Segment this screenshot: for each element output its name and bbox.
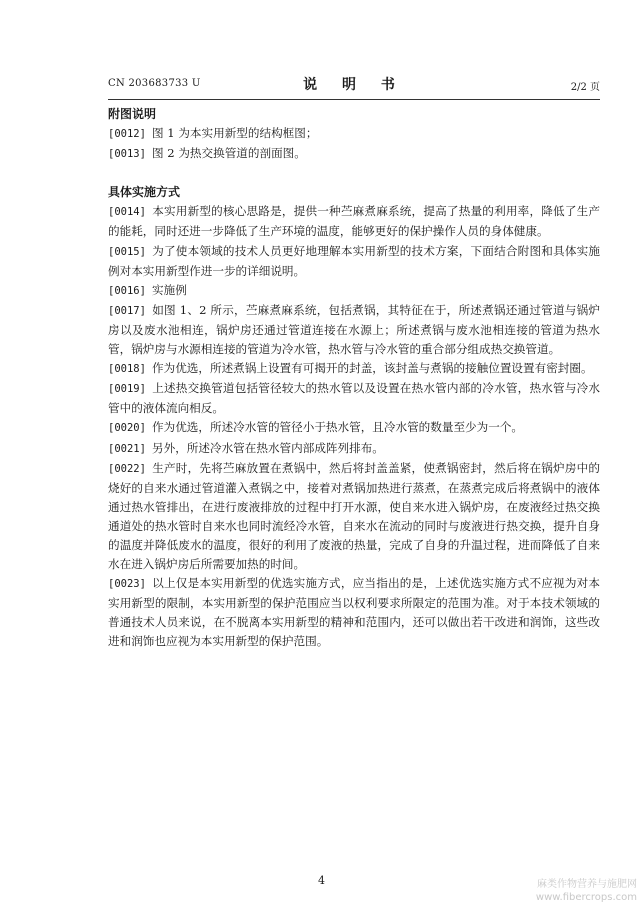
paragraph-number: [0019]: [108, 383, 146, 396]
paragraph-0020: [108, 418, 600, 438]
document-number: CN 203683733 U: [108, 78, 201, 89]
paragraph-text: 本实用新型的核心思路是，提供一种苎麻煮麻系统，提高了热量的利用率，降低了生产的能耗，同时还进一步降低了生产环境的温度，能够更好的保护操作人员的身体健康。: [108, 204, 600, 239]
paragraph-text: 生产时，先将苎麻放置在煮锅中，然后将封盖盖紧，使煮锅密封，然后将在锅炉房中的烧好的自来水通过管道灌入煮锅之中，接着对煮锅加热进行蒸煮，在蒸煮完成后将煮锅中的液体通过热水管排出，在进行废液排放的过程中打开水源，使自来水进入锅炉房，在废液经过热交换通道处的热水管时自来水也同时流经冷水管，自来水在流动的同时与废液进行热交换，提升自身的温度并降低废水的温度，很好的利用了废液的热量，完成了自身的升温过程，进而降低了自来水在进入锅炉房后所需要加热的时间。: [108, 460, 600, 572]
spacer: [108, 164, 600, 183]
page-count: 2/2 页: [570, 82, 600, 93]
watermark-line-1: 麻类作物营养与施肥网: [537, 879, 637, 890]
paragraph-text: 上述热交换管道包括管径较大的热水管以及设置在热水管内部的冷水管，热水管与冷水管中的液体流向相反。: [108, 381, 600, 416]
header-rule: [108, 99, 600, 100]
paragraph-text: 作为优选，所述煮锅上设置有可揭开的封盖，该封盖与煮锅的接触位置设置有密封圈。: [152, 361, 593, 376]
paragraph-0023: [108, 574, 600, 651]
page-header: [108, 74, 600, 94]
paragraph-number: [0013]: [108, 148, 146, 161]
section-heading-figures: 附图说明: [108, 107, 157, 121]
paragraph-0016: [108, 281, 600, 301]
paragraph-number: [0020]: [108, 422, 146, 435]
watermark-line-2: www.fibercrops.com: [535, 892, 637, 903]
watermark: [536, 878, 637, 904]
paragraph-text: 另外，所述冷水管在热水管内部成阵列排布。: [152, 440, 384, 455]
paragraph-number: [0016]: [108, 284, 146, 297]
paragraph-text: 为了使本领域的技术人员更好地理解本实用新型的技术方案，下面结合附图和具体实施例对本实用新型作进一步的详细说明。: [108, 243, 600, 278]
paragraph-0015: [108, 242, 600, 281]
paragraph-text: 如图 1、2 所示，苎麻煮麻系统，包括煮锅，其特征在于，所述煮锅还通过管道与锅炉房以及废水池相连，锅炉房还通过管道连接在水源上；所述煮锅与废水池相连接的管道为热水管，锅炉房与水源相连接的管道为冷水管，热水管与冷水管的重合部分组成热交换管道。: [108, 302, 600, 357]
paragraph-number: [0017]: [108, 304, 146, 317]
paragraph-0022: [108, 459, 600, 575]
paragraph-number: [0018]: [108, 363, 146, 376]
paragraph-0017: [108, 301, 600, 359]
paragraph-0019: [108, 379, 600, 418]
page-number: 4: [318, 874, 325, 887]
paragraph-0012: [108, 124, 600, 144]
paragraph-number: [0015]: [108, 245, 146, 258]
document-body: [108, 105, 600, 652]
paragraph-text: 图 2 为热交换管道的剖面图。: [152, 146, 306, 161]
paragraph-0014: [108, 202, 600, 241]
paragraph-text: 实施例: [152, 282, 187, 297]
paragraph-0021: [108, 439, 600, 459]
paragraph-0018: [108, 359, 600, 379]
section-heading-embodiment: 具体实施方式: [108, 185, 181, 200]
paragraph-number: [0014]: [108, 206, 146, 219]
paragraph-0013: [108, 144, 600, 164]
paragraph-text: 作为优选，所述冷水管的管径小于热水管，且冷水管的数量至少为一个。: [152, 420, 524, 435]
paragraph-number: [0012]: [108, 128, 146, 141]
paragraph-number: [0023]: [108, 578, 146, 591]
document-title: 说 明 书: [303, 77, 405, 93]
paragraph-text: 以上仅是本实用新型的优选实施方式，应当指出的是，上述优选实施方式不应视为对本实用新型的限制，本实用新型的保护范围应当以权利要求所限定的范围为准。对于本技术领域的普通技术人员来说，在不脱离本实用新型的精神和范围内，还可以做出若干改进和润饰，这些改进和润饰也应视为本实用新型的保护范围。: [108, 576, 600, 649]
paragraph-number: [0021]: [108, 442, 146, 455]
paragraph-text: 图 1 为本实用新型的结构框图；: [152, 126, 318, 141]
paragraph-number: [0022]: [108, 462, 146, 475]
